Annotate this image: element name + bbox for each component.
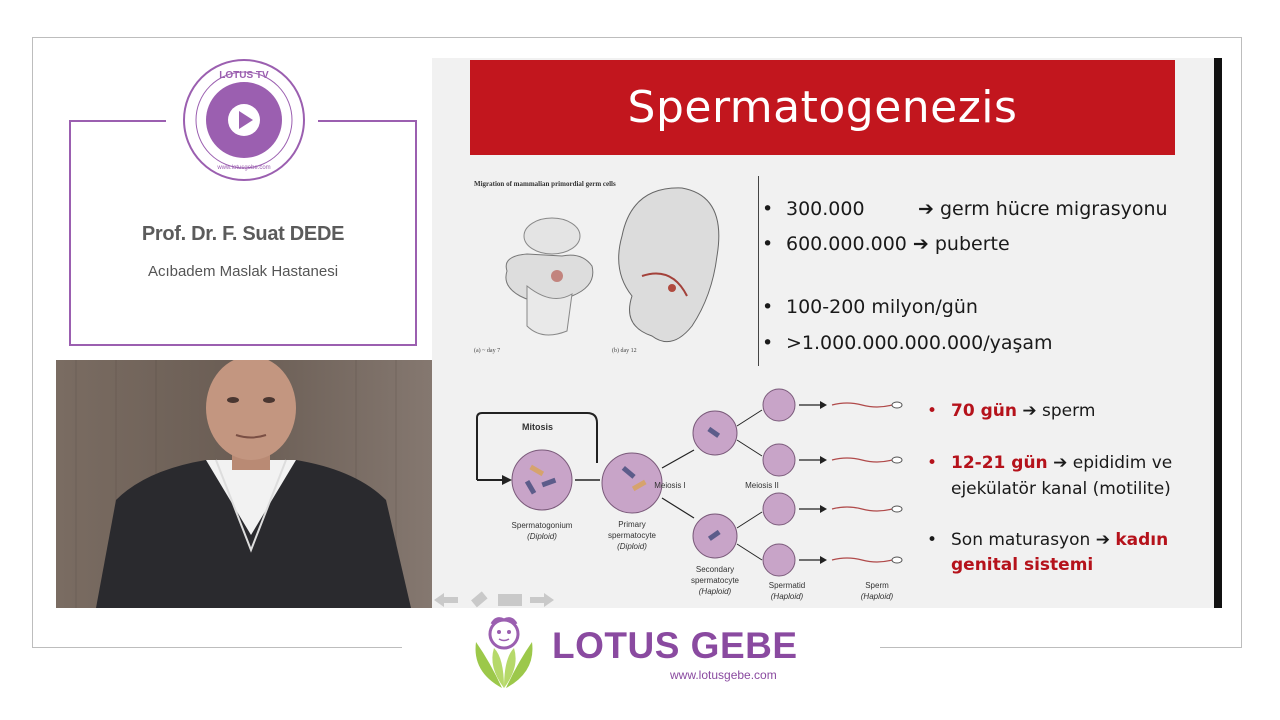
primary-ploidy: (Diploid) [617, 542, 647, 551]
bullet-text: germ hücre migrasyonu [940, 198, 1168, 220]
presenter-video-frame [56, 360, 433, 608]
spermatid-ploidy: (Haploid) [770, 592, 804, 601]
bullet-number: >1.000.000.000.000/yaşam [786, 332, 1053, 354]
panel-a-label: (a) ~ day 7 [474, 348, 501, 354]
bullet-text: puberte [934, 233, 1010, 255]
sperm-ploidy: (Haploid) [860, 592, 894, 601]
bottom-rule-right [880, 647, 1242, 648]
presentation-slide [432, 58, 1222, 608]
bullet-red-text: 70 gün [951, 401, 1017, 421]
badge-url: www.lotusgebe.com [217, 165, 271, 171]
bullet-maturation-line2: genital sistemi [951, 555, 1094, 575]
bottom-rule-left [32, 647, 402, 648]
bullet-red-text: kadın [1115, 530, 1169, 550]
bullet-12-21-days: • 12-21 gün ➔ epididim ve [927, 453, 1173, 473]
bullet-number: 100-200 milyon/gün [786, 296, 978, 318]
bullet-70-days: • 70 gün ➔ sperm [927, 401, 1096, 421]
slide-navigation[interactable] [432, 591, 562, 608]
bullet-text: epididim ve [1072, 453, 1173, 473]
presenter-video[interactable] [56, 360, 433, 608]
spermatogonium-ploidy: (Diploid) [527, 532, 557, 541]
badge-title: LOTUS TV [219, 70, 269, 81]
spermatogenesis-diagram [472, 388, 912, 603]
bullet-maturation: • Son maturasyon ➔ kadın [927, 530, 1169, 550]
menu-icon [498, 594, 522, 606]
secondary-label: Secondary [695, 565, 735, 574]
panel-b-label: (b) day 12 [612, 348, 637, 354]
secondary-label-2: spermatocyte [690, 576, 740, 585]
bullet-12-21-days-line2: ejekülatör kanal (motilite) [951, 479, 1171, 499]
bullet-daily: • 100-200 milyon/gün [762, 296, 978, 318]
bullet-text: sperm [1042, 401, 1096, 421]
mitosis-label: Mitosis [522, 422, 554, 432]
slide-title: Spermatogenezis [627, 82, 1018, 133]
presenter-face [206, 360, 296, 460]
speaker-name: Prof. Dr. F. Suat DEDE [141, 223, 345, 245]
spermatogonium-label: Spermatogonium [511, 521, 573, 530]
bullet-number: 300.000 [786, 198, 865, 220]
primary-label-2: spermatocyte [607, 531, 657, 540]
embryo-caption: Migration of mammalian primordial germ cells [474, 180, 616, 188]
bullet-text: Son maturasyon [951, 530, 1091, 550]
slide-edge-bar [1214, 58, 1222, 608]
pen-icon [471, 591, 488, 607]
next-slide-icon [530, 593, 554, 607]
brand-name[interactable]: LOTUS GEBE [552, 625, 798, 666]
bullet-number: 600.000.000 [786, 233, 907, 255]
speaker-organization: Acıbadem Maslak Hastanesi [147, 263, 339, 280]
sperm-label: Sperm [865, 581, 889, 590]
bullet-germ-migration: • 300.000 ➔ germ hücre migrasyonu [762, 198, 1168, 220]
primary-label: Primary [618, 520, 646, 529]
secondary-ploidy: (Haploid) [698, 587, 732, 596]
brand-url[interactable]: www.lotusgebe.com [670, 668, 777, 682]
bullet-lifetime: • >1.000.000.000.000/yaşam [762, 332, 1053, 354]
slide-divider [758, 176, 759, 366]
embryo-figure [472, 176, 757, 371]
prev-slide-icon [434, 593, 458, 607]
lotus-tv-badge[interactable] [182, 58, 306, 182]
meiosis-1-label: Meiosis I [654, 481, 686, 490]
meiosis-2-label: Meiosis II [745, 481, 779, 490]
spermatid-label: Spermatid [768, 581, 806, 590]
bullet-red-text: 12-21 gün [951, 453, 1048, 473]
lotus-gebe-logo-icon[interactable] [470, 612, 540, 692]
bullet-puberty: • 600.000.000 ➔ puberte [762, 233, 1010, 255]
